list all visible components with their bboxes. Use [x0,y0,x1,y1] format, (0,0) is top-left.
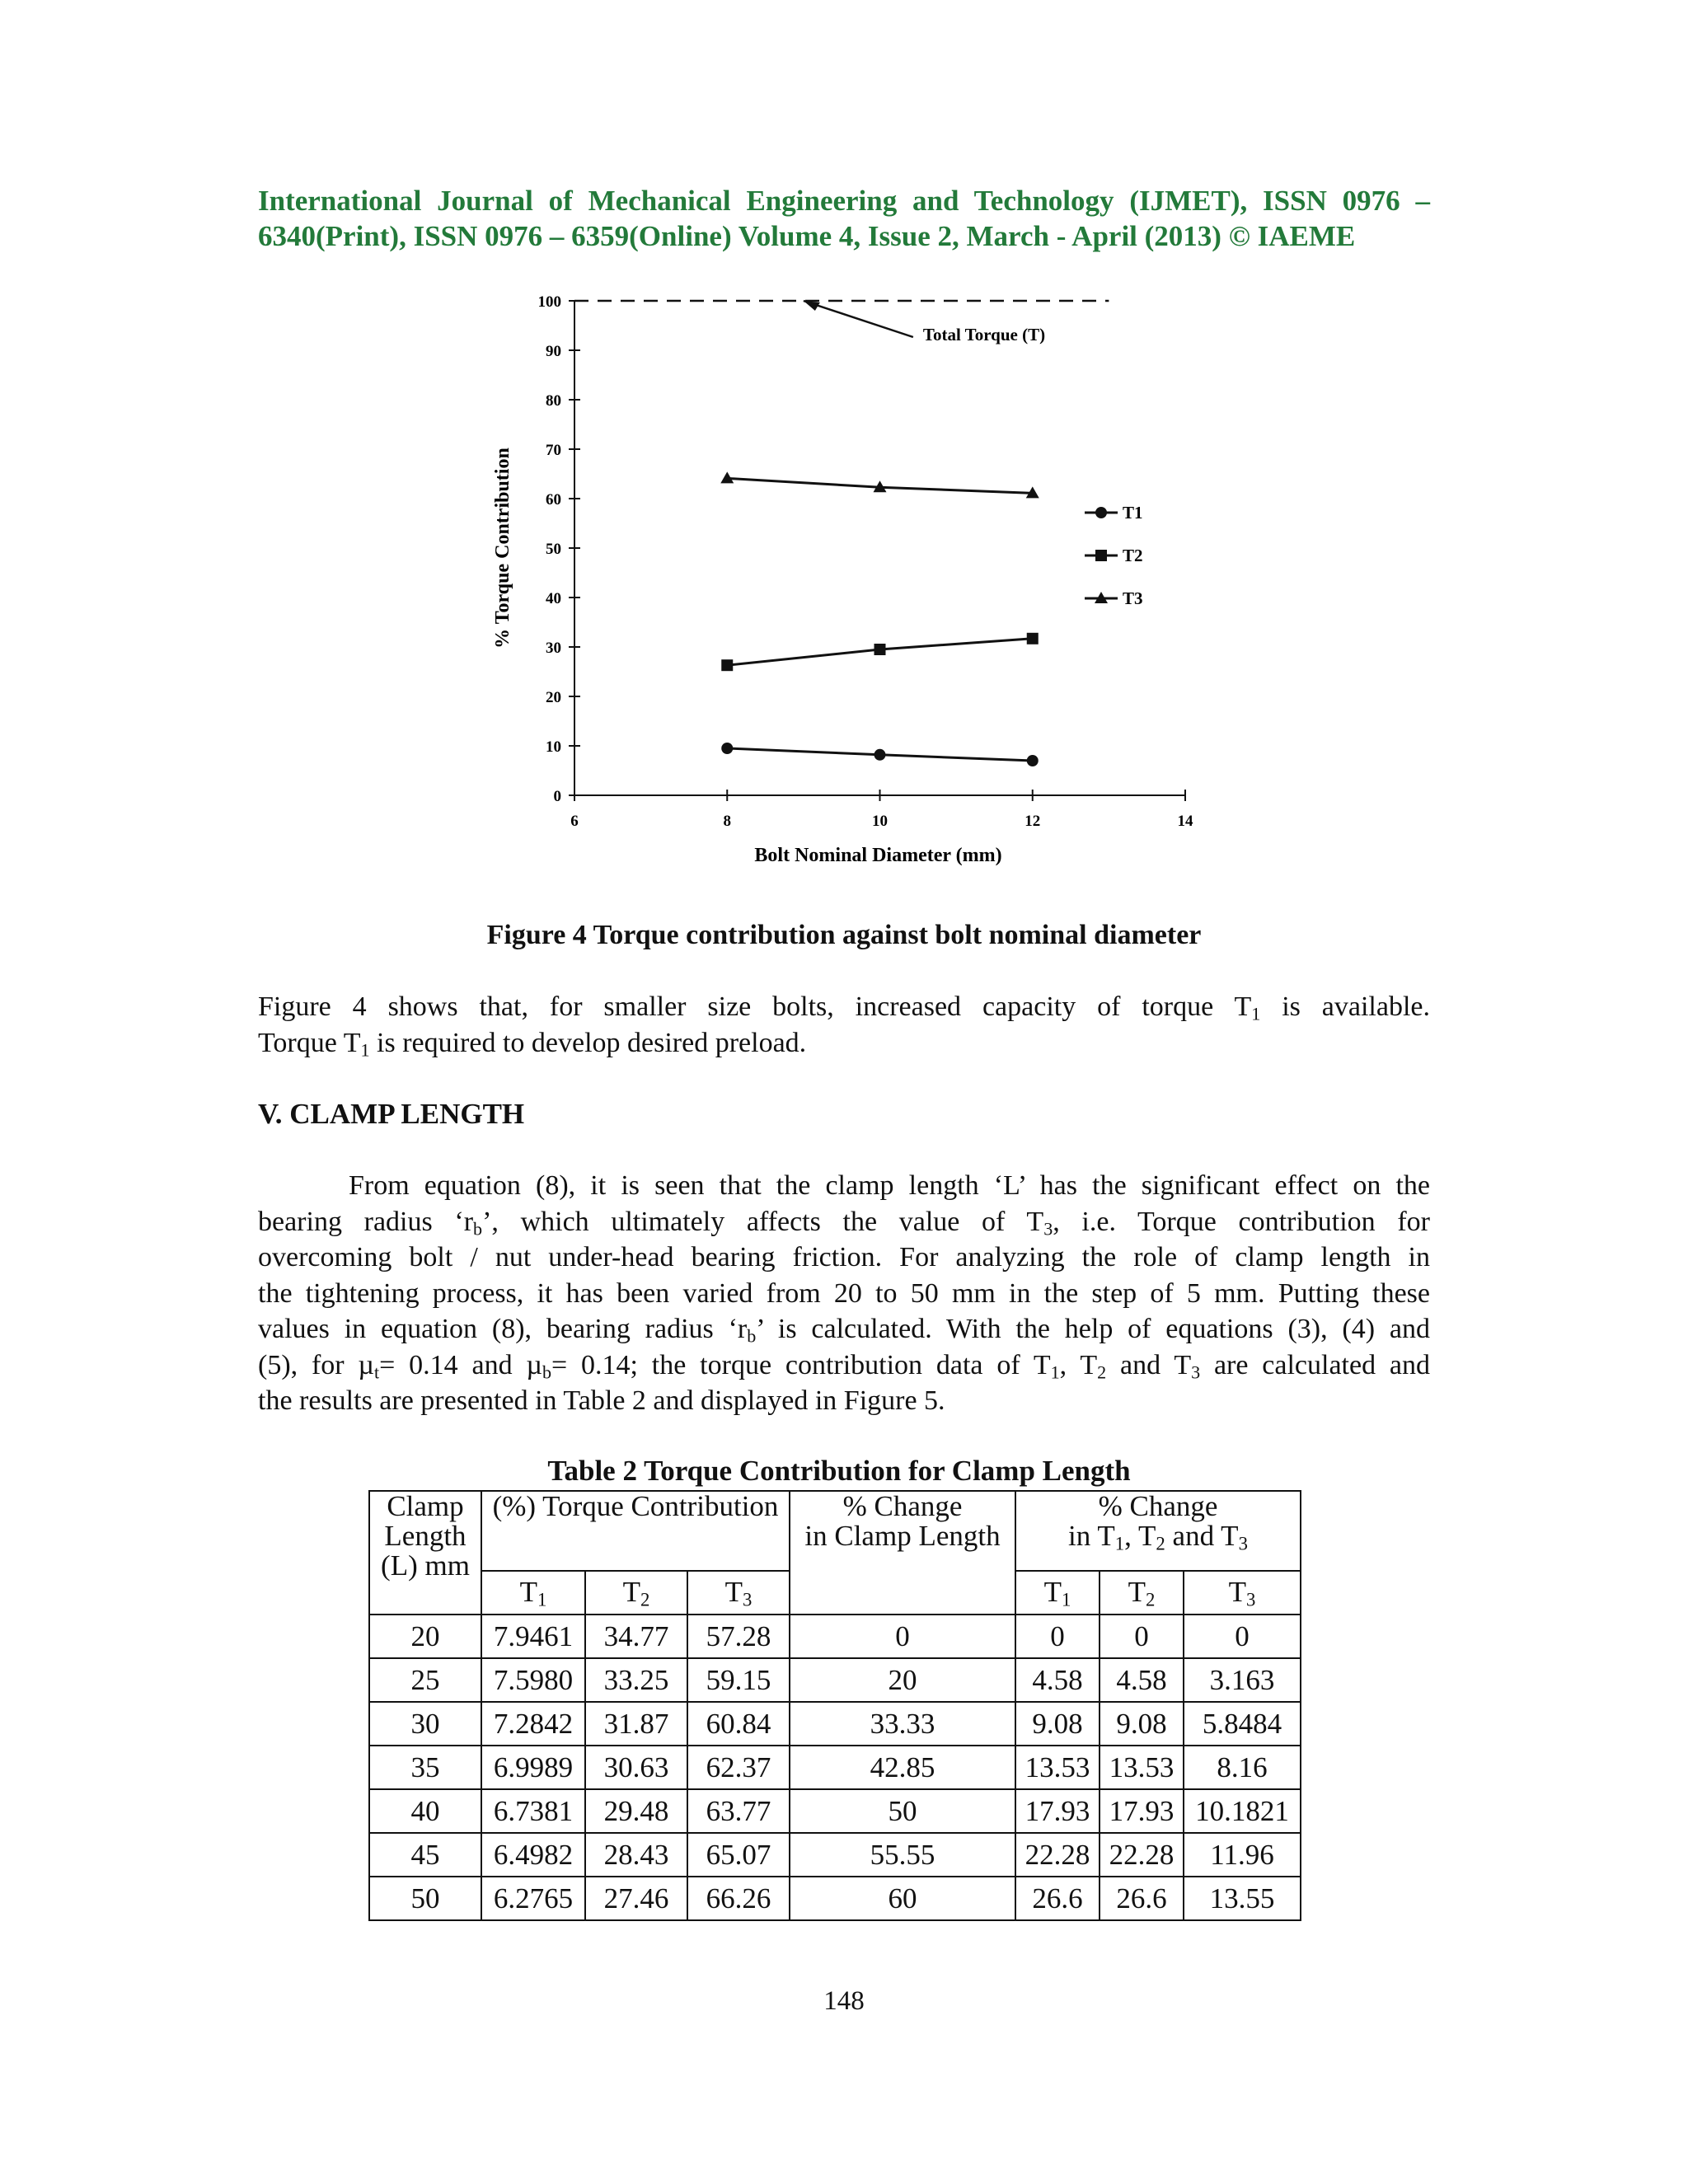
table-cell: 9.08 [1100,1702,1184,1746]
table-cell: 4.58 [1100,1658,1184,1702]
text-run: , T [1059,1349,1098,1380]
text-run: and T [1106,1349,1192,1380]
subscript: 1 [1062,1590,1071,1610]
table-cell: 13.55 [1184,1877,1301,1920]
table-cell: 34.77 [585,1615,687,1658]
table-caption: Table 2 Torque Contribution for Clamp Length [547,1455,1131,1487]
subscript: 3 [1246,1590,1256,1610]
header-change-t1 [1015,1571,1100,1615]
legend-marker [1095,507,1107,518]
table-cell: 33.33 [790,1702,1015,1746]
subscript: 3 [743,1590,753,1610]
x-tick-label: 6 [570,813,579,830]
table-cell: 60.84 [687,1702,790,1746]
text-run: , T [1124,1520,1156,1552]
y-tick-label: 50 [546,541,561,558]
subscript: 2 [1146,1590,1156,1610]
header-t1 [481,1571,585,1615]
table-cell: 22.28 [1015,1833,1100,1877]
paragraph-figure-4 [258,989,1430,1061]
torque-table [368,1490,1301,1921]
journal-header [258,183,1430,254]
table-cell: 57.28 [687,1615,790,1658]
table-row [369,1877,1301,1920]
y-tick-label: 20 [546,689,561,706]
x-tick-label: 12 [1025,813,1041,830]
table-cell: 26.6 [1015,1877,1100,1920]
table-cell: 26.6 [1100,1877,1184,1920]
text-run: T [519,1576,537,1609]
paragraph-line: overcoming bolt / nut under-head bearing friction. For analyzing the role of clamp length in [258,1242,1430,1272]
text-run: (5), for µ [258,1349,375,1380]
text-run: is available. [1260,991,1430,1022]
header-t2 [585,1571,687,1615]
paragraph-line [258,1204,1430,1240]
subscript: 1 [1114,1533,1125,1554]
text-run: T [1228,1576,1246,1609]
table-cell: 28.43 [585,1833,687,1877]
table-cell: 7.5980 [481,1658,585,1702]
table-cell: 33.25 [585,1658,687,1702]
table-cell: 5.8484 [1184,1702,1301,1746]
header-change-clamp [790,1491,1015,1615]
x-axis-label: Bolt Nominal Diameter (mm) [754,845,1002,866]
legend-label: T3 [1123,588,1143,608]
table-row [369,1615,1301,1658]
annotation-arrow [804,301,913,337]
table-body [369,1615,1301,1920]
table-cell: 13.53 [1100,1746,1184,1789]
header-text: % Change [842,1490,963,1522]
table-header [369,1491,1301,1615]
table-cell: 45 [369,1833,481,1877]
table-row [369,1746,1301,1789]
data-point-t1 [1027,755,1039,766]
table-cell: 25 [369,1658,481,1702]
table-row [369,1658,1301,1702]
table-cell: 63.77 [687,1789,790,1833]
legend-label: T2 [1123,546,1143,565]
table-cell: 20 [790,1658,1015,1702]
table-cell: 6.7381 [481,1789,585,1833]
header-torque-contribution: (%) Torque Contribution [481,1491,790,1571]
subscript: 3 [1238,1533,1248,1554]
y-tick-label: 30 [546,640,561,657]
text-run: ’, which ultimately affects the value of T [482,1206,1044,1237]
table-cell: 8.16 [1184,1746,1301,1789]
subscript: 1 [360,1039,370,1061]
table-cell: 27.46 [585,1877,687,1920]
y-axis-label: % Torque Contribution [492,448,513,649]
table-cell: 13.53 [1015,1746,1100,1789]
text-run: T [622,1576,640,1609]
text-run: values in equation (8), bearing radius ‘r [258,1314,748,1344]
y-tick-label: 100 [537,293,561,311]
y-tick-label: 0 [553,788,561,805]
table-cell: 0 [1015,1615,1100,1658]
figure-caption: Figure 4 Torque contribution against bolt nominal diameter [486,920,1202,950]
subscript: 2 [640,1590,650,1610]
annotation-label: Total Torque (T) [922,325,1046,344]
subscript: 2 [1097,1361,1107,1383]
data-point-t2 [874,644,886,655]
table-cell: 17.93 [1015,1789,1100,1833]
x-tick-label: 14 [1177,813,1193,830]
paragraph-line [258,1311,1430,1347]
text-run: T [724,1576,743,1609]
table-cell: 50 [790,1789,1015,1833]
table-cell: 62.37 [687,1746,790,1789]
y-tick-label: 10 [546,738,561,756]
y-tick-label: 90 [546,343,561,360]
table-cell: 0 [790,1615,1015,1658]
text-run: ’ is calculated. With the help of equations (3), (4) and [756,1314,1430,1344]
legend-label: T1 [1123,503,1143,523]
page-number: 148 [823,1986,865,2016]
paragraph-line: the results are presented in Table 2 and displayed in Figure 5. [258,1385,945,1416]
table-row [369,1789,1301,1833]
subscript: 3 [1191,1361,1201,1383]
subscript: b [473,1218,483,1240]
header-clamp-length [369,1491,481,1615]
header-text: Length [384,1520,467,1552]
table-cell: 60 [790,1877,1015,1920]
subscript: b [747,1325,757,1347]
text-run: = 0.14; the torque contribution data of T [551,1349,1051,1380]
text-run: = 0.14 and µ [379,1349,542,1380]
table-cell: 42.85 [790,1746,1015,1789]
text-run: in T [1068,1520,1115,1552]
table-cell: 30.63 [585,1746,687,1789]
table-cell: 59.15 [687,1658,790,1702]
table-cell: 35 [369,1746,481,1789]
data-point-t1 [721,743,733,754]
text-run: is required to develop desired preload. [369,1027,807,1058]
table-cell: 22.28 [1100,1833,1184,1877]
text-run: T [1128,1576,1146,1609]
header-text: (L) mm [381,1549,470,1582]
header-text: in Clamp Length [804,1520,1001,1552]
table-cell: 7.9461 [481,1615,585,1658]
paragraph-line [258,1347,1430,1384]
table-cell: 6.4982 [481,1833,585,1877]
table-cell: 10.1821 [1184,1789,1301,1833]
table-cell: 7.2842 [481,1702,585,1746]
journal-header-line-1: International Journal of Mechanical Engineering and Technology (IJMET), ISSN 0976 – [258,185,1430,217]
table-cell: 4.58 [1015,1658,1100,1702]
header-change-t2 [1100,1571,1184,1615]
data-point-t2 [1027,633,1039,644]
text-run: and T [1165,1520,1239,1552]
text-run: Figure 4 shows that, for smaller size bolts, increased capacity of torque T [258,991,1252,1022]
subscript: 3 [1043,1218,1053,1240]
table-cell: 55.55 [790,1833,1015,1877]
header-change-t3 [1184,1571,1301,1615]
x-tick-label: 10 [872,813,888,830]
text-run: bearing radius ‘r [258,1206,474,1237]
table-cell: 0 [1184,1615,1301,1658]
paragraph-line [258,1025,1430,1062]
header-t3 [687,1571,790,1615]
table-cell: 40 [369,1789,481,1833]
table-cell: 29.48 [585,1789,687,1833]
data-point-t1 [874,749,886,761]
table-cell: 30 [369,1702,481,1746]
subscript: b [542,1361,552,1383]
table-cell: 17.93 [1100,1789,1184,1833]
y-tick-label: 60 [546,491,561,509]
paragraph-line: the tightening process, it has been varied from 20 to 50 mm in the step of 5 mm. Putting these [258,1277,1430,1309]
table-cell: 6.2765 [481,1877,585,1920]
table-cell: 66.26 [687,1877,790,1920]
table-cell: 50 [369,1877,481,1920]
legend-marker [1095,550,1107,561]
table-cell: 31.87 [585,1702,687,1746]
text-run: Torque T [258,1027,361,1058]
paragraph-line: From equation (8), it is seen that the clamp length ‘L’ has the significant effect on the [349,1170,1430,1201]
text-run: T [1043,1576,1062,1609]
table-cell: 20 [369,1615,481,1658]
header-text: Clamp [387,1490,464,1522]
header-change-t [1015,1491,1301,1571]
table-row [369,1702,1301,1746]
table-cell: 6.9989 [481,1746,585,1789]
header-text: % Change [1098,1490,1218,1522]
torque-contribution-chart [462,280,1253,882]
y-tick-label: 70 [546,442,561,459]
subscript: 2 [1156,1533,1165,1554]
y-tick-label: 80 [546,392,561,410]
table-cell: 11.96 [1184,1833,1301,1877]
annotation-arrowhead [804,301,820,311]
y-tick-label: 40 [546,590,561,607]
table-cell: 65.07 [687,1833,790,1877]
header-text [1016,1520,1300,1554]
paragraph-line [258,989,1430,1025]
section-heading: V. CLAMP LENGTH [258,1098,525,1130]
subscript: 1 [537,1590,547,1610]
subscript: 1 [1251,1003,1261,1024]
data-point-t2 [721,659,733,671]
text-run: are calculated and [1200,1349,1430,1380]
table-cell: 0 [1100,1615,1184,1658]
x-tick-label: 8 [723,813,731,830]
table-cell: 3.163 [1184,1658,1301,1702]
journal-header-line-2: 6340(Print), ISSN 0976 – 6359(Online) Volume 4, Issue 2, March - April (2013) © IAEME [258,220,1356,252]
table-row [369,1833,1301,1877]
paragraph-clamp-length [258,1168,1430,1419]
subscript: t [374,1361,380,1383]
text-run: , i.e. Torque contribution for [1053,1206,1430,1237]
table-cell: 9.08 [1015,1702,1100,1746]
subscript: 1 [1050,1361,1060,1383]
